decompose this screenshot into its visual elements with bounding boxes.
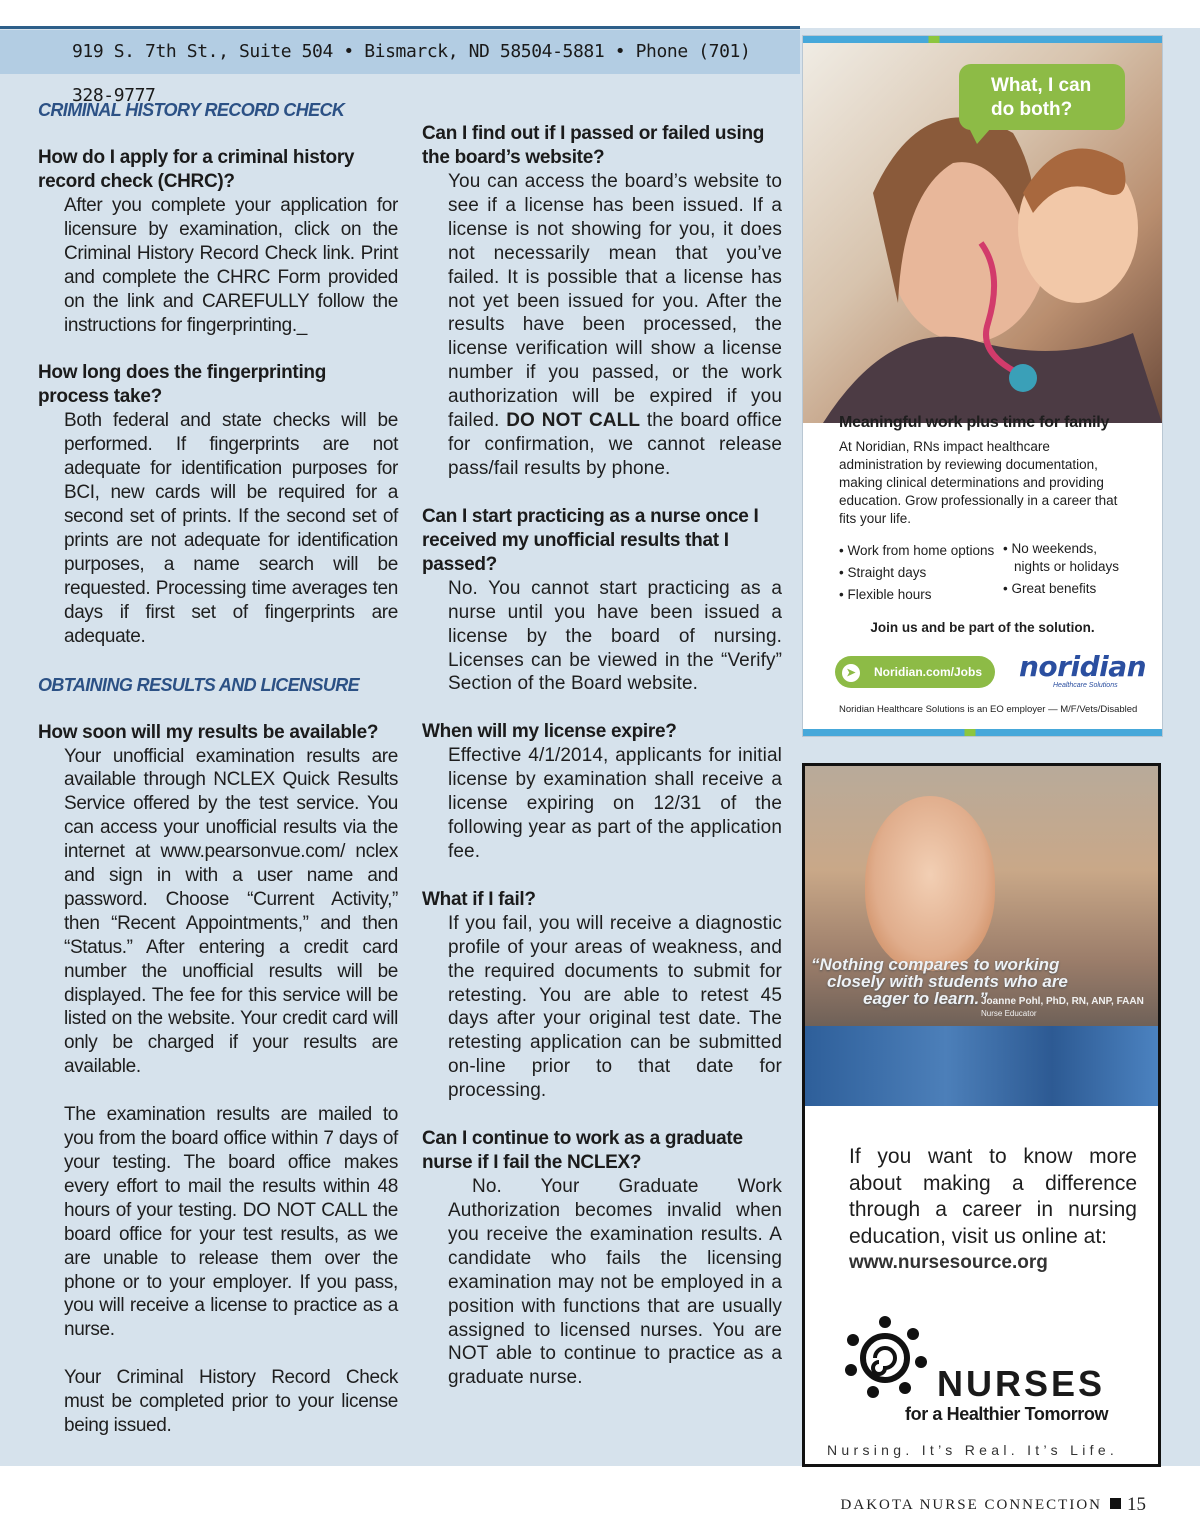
publication-name: DAKOTA NURSE CONNECTION: [840, 1497, 1102, 1513]
nurses-ad-text: If you want to know more about making a difference through a career in nursing education, visit us online at:: [849, 1145, 1137, 1248]
answer-results-mailed: The examination results are mailed to you from the board office within 7 days of your testing. The board office makes every effort to mail the results within 48 hours of your testing. DO NOT CALL the board office for your test results, as we are unable to release them over the phone or to your employer. If you pass, you will receive a license to practice as a nurse.: [64, 1104, 398, 1341]
question-start-practicing: Can I start practicing as a nurse once I received my unofficial results that I passed?: [422, 505, 759, 575]
ad-headline: Meaningful work plus time for family: [839, 414, 1110, 431]
answer-website-check: You can access the board’s website to see if a license has been issued. If a license is not showing for you, it does not necessarily mean that you’ve failed. It is possible that a license has not yet been issued for you. After the results have been processed, the license verification will show a license number if you passed, or the work authorization will be expired if you failed. DO NOT CALL the board office for confirmation, we cannot release pass/fail results by phone.: [448, 171, 782, 479]
noridian-logo-sub: Healthcare Solutions: [1053, 682, 1118, 689]
ad-footer: Noridian Healthcare Solutions is an EO employer — M/F/Vets/Disabled: [839, 704, 1138, 715]
question-license-expire: When will my license expire?: [422, 721, 677, 743]
educator-face: [865, 796, 995, 971]
blue-photo-band: [805, 1026, 1158, 1106]
educator-quote: “Nothing compares to working closely with students who are eager to learn.”: [811, 955, 1068, 1008]
question-apply-chrc: How do I apply for a criminal history record check (CHRC)?: [38, 147, 355, 192]
answer-start-practicing: No. You cannot start practicing as a nurse until you have been issued a license by the board of nursing. Licenses can be viewed in the “Verify” Section of the Board website.: [448, 577, 782, 695]
ad-bullets-left: • Work from home options • Straight days • Flexible hours: [839, 543, 995, 602]
answer-fingerprinting: Both federal and state checks will be performed. If fingerprints are not adequate for identification purposes for BCI, new cards will be required for a second set of prints. If the second set of prints are not adequate for identification purposes, a name search will be requested. Processing time averages ten days if first set of fingerprints are adequate.: [64, 410, 398, 647]
page-number: 15: [1127, 1494, 1146, 1515]
answer-results-available: Your unofficial examination results are available through NCLEX Quick Results Service offered by the test service. You can access your unofficial results via the internet at www.pearsonvue.com/ nclex and sign in with a user name and password. Choose “Current Activity,” then “Recent Appointments,” and then “Status.” After entering a credit card number the unofficial results will be displayed. The fee for this service will be listed on the website. Your credit card will only be charged if your results are available.: [64, 745, 398, 1078]
page-footer: [841, 1494, 1146, 1516]
answer-license-expire: Effective 4/1/2014, applicants for initial license by examination shall receive a license expiring on 12/31 of the following year as part of the application fee.: [448, 745, 782, 862]
quote-attribution-title: Nurse Educator: [981, 1009, 1037, 1018]
cursor-icon: ➤: [842, 664, 860, 682]
quote-attribution: Joanne Pohl, PhD, RN, ANP, FAAN: [981, 996, 1144, 1007]
question-if-fail: What if I fail?: [422, 888, 536, 910]
speech-bubble: What, I can do both?: [959, 64, 1125, 130]
noridian-jobs-button[interactable]: ➤ Noridian.com/Jobs: [835, 656, 995, 688]
section-title-chrc: CRIMINAL HISTORY RECORD CHECK: [38, 100, 345, 120]
question-graduate-nurse: Can I continue to work as a graduate nurse if I fail the NCLEX?: [422, 1128, 743, 1174]
nurses-emblem-icon: [843, 1314, 927, 1398]
answer-chrc-required: Your Criminal History Record Check must be completed prior to your license being issued.: [64, 1367, 398, 1437]
noridian-ad[interactable]: [802, 35, 1163, 737]
question-website-check: Can I find out if I passed or failed using the board’s website?: [422, 123, 765, 168]
answer-graduate-nurse: No. Your Graduate Work Authorization becomes invalid when you receive the examination results. A candidate who fails the licensing examination may not be employed in a position with functions that are usually assigned to licensed nurses. You are NOT able to continue to practice as a graduate nurse.: [448, 1176, 782, 1389]
top-rule: [0, 26, 800, 29]
nurses-ad[interactable]: [802, 763, 1161, 1467]
left-column: [38, 98, 398, 1438]
noridian-logo: noridian: [1019, 650, 1147, 683]
ad-bullets-right: • No weekends, nights or holidays • Great benefits: [1003, 541, 1120, 596]
section-title-results: OBTAINING RESULTS AND LICENSURE: [38, 674, 360, 695]
ad-stripe-top: [803, 36, 1162, 43]
answer-apply-chrc: After you complete your application for licensure by examination, click on the Criminal History Record Check link. Print and complete the CHRC Form provided on the link and CAREFULLY follow the instructions for fingerprinting._: [64, 195, 398, 336]
nursesource-link[interactable]: www.nursesource.org: [849, 1252, 1048, 1273]
ad-stripe-bottom: [803, 729, 1162, 736]
nurses-logo: NURSES: [937, 1363, 1106, 1404]
nurses-logo-sub: for a Healthier Tomorrow: [905, 1404, 1109, 1424]
question-results-available: How soon will my results be available?: [38, 721, 379, 743]
question-fingerprinting: How long does the fingerprinting process take?: [38, 362, 327, 408]
ad-body: At Noridian, RNs impact healthcare administration by reviewing documentation, making clinical determinations and providing education. Grow professionally in a career that fits your life.: [839, 439, 1118, 526]
address-bar: 919 S. 7th St., Suite 504 • Bismarck, ND 58504-5881 • Phone (701) 328-9777: [0, 30, 800, 74]
footer-square-icon: [1110, 1498, 1121, 1509]
answer-if-fail: If you fail, you will receive a diagnostic profile of your areas of weakness, and the required documents to submit for retesting. You are able to retest 45 days after your original test date. The retesting application can be submitted on-line prior to that date for processing.: [448, 912, 782, 1102]
nurses-tagline: Nursing. It’s Real. It’s Life.: [827, 1442, 1119, 1458]
ad-join-text: Join us and be part of the solution.: [870, 620, 1095, 635]
middle-column: [422, 122, 782, 1390]
do-not-call-emphasis: DO NOT CALL: [506, 410, 641, 432]
